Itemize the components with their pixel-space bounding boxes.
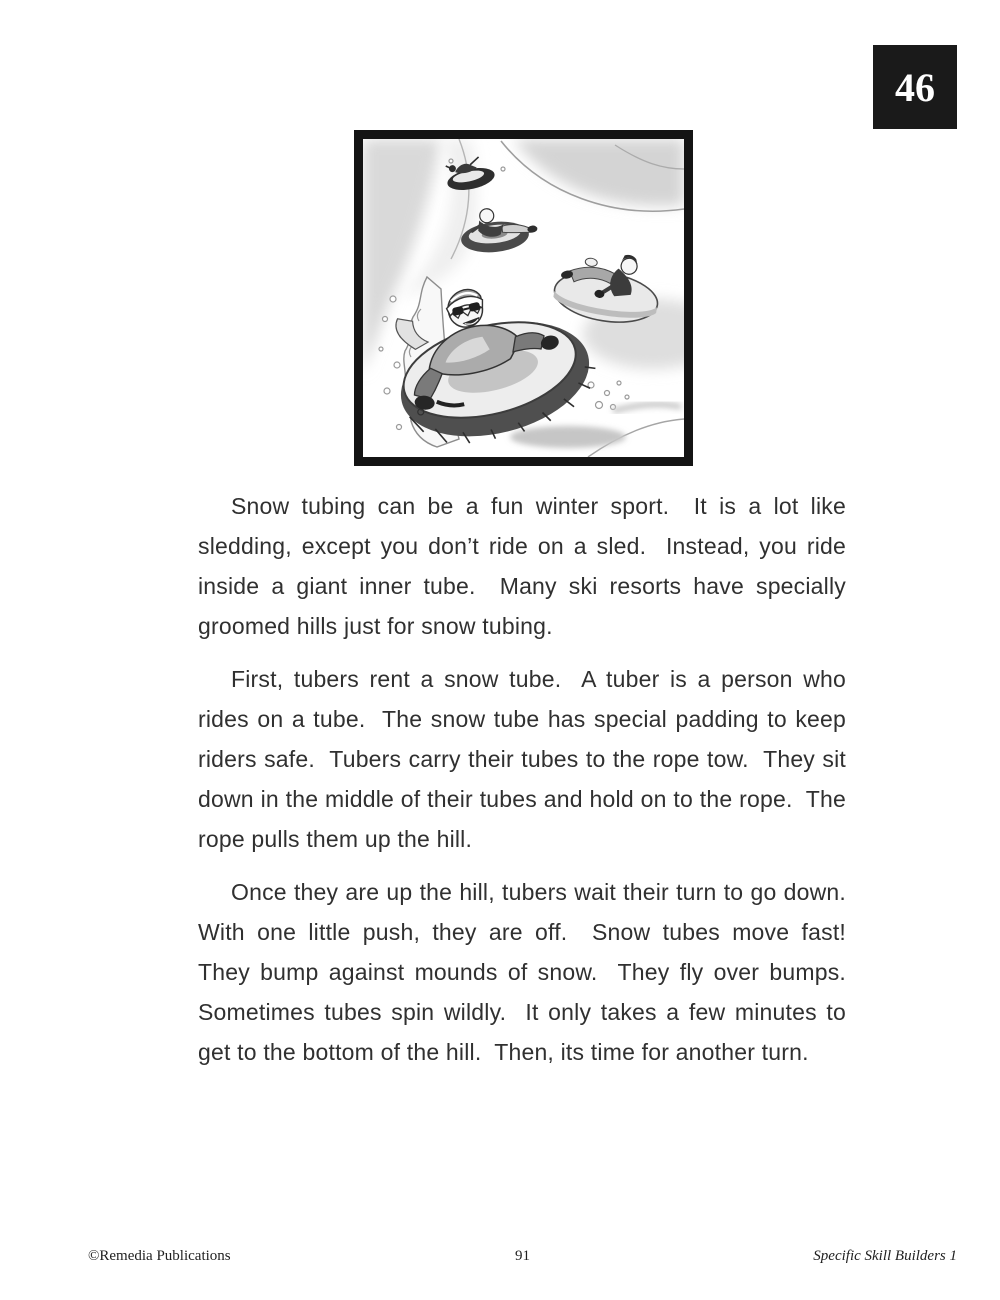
snow-tubing-illustration — [363, 139, 684, 457]
motion-streak — [613, 404, 681, 411]
lesson-number: 46 — [895, 64, 935, 110]
lesson-number-badge — [873, 45, 957, 129]
story-paragraph-2: First, tubers rent a snow tube. A tuber is a person who rides on a tube. The snow tube has special padding to keep riders safe. Tubers carry their tubes to the rope tow. They sit down in the middle of their tubes and hold on to the rope. The rope pulls them up the hill. — [198, 666, 853, 852]
story-text — [198, 486, 860, 1085]
book-title: Specific Skill Builders 1 — [813, 1248, 958, 1264]
page-footer — [88, 1248, 957, 1265]
tuber-right — [551, 244, 665, 329]
illustration-frame — [354, 130, 693, 466]
tube-shadow — [510, 426, 626, 448]
page-number: 91 — [515, 1248, 530, 1264]
story-paragraph-3: Once they are up the hill, tubers wait their turn to go down. With one little push, they are off. Snow tubes move fast! They bump against mounds of snow. They fly over bumps. Sometimes tubes spin wildly. It only takes a few minutes to get to the bottom of the hill. Then, its time for another turn. — [198, 879, 860, 1065]
publisher-credit: ©Remedia Publications — [88, 1248, 231, 1264]
story-paragraph-1: Snow tubing can be a fun winter sport. It is a lot like sledding, except you don’t ride on a sled. Instead, you ride inside a giant inner tube. Many ski resorts have specially groomed hills just for snow tubing. — [198, 493, 853, 639]
